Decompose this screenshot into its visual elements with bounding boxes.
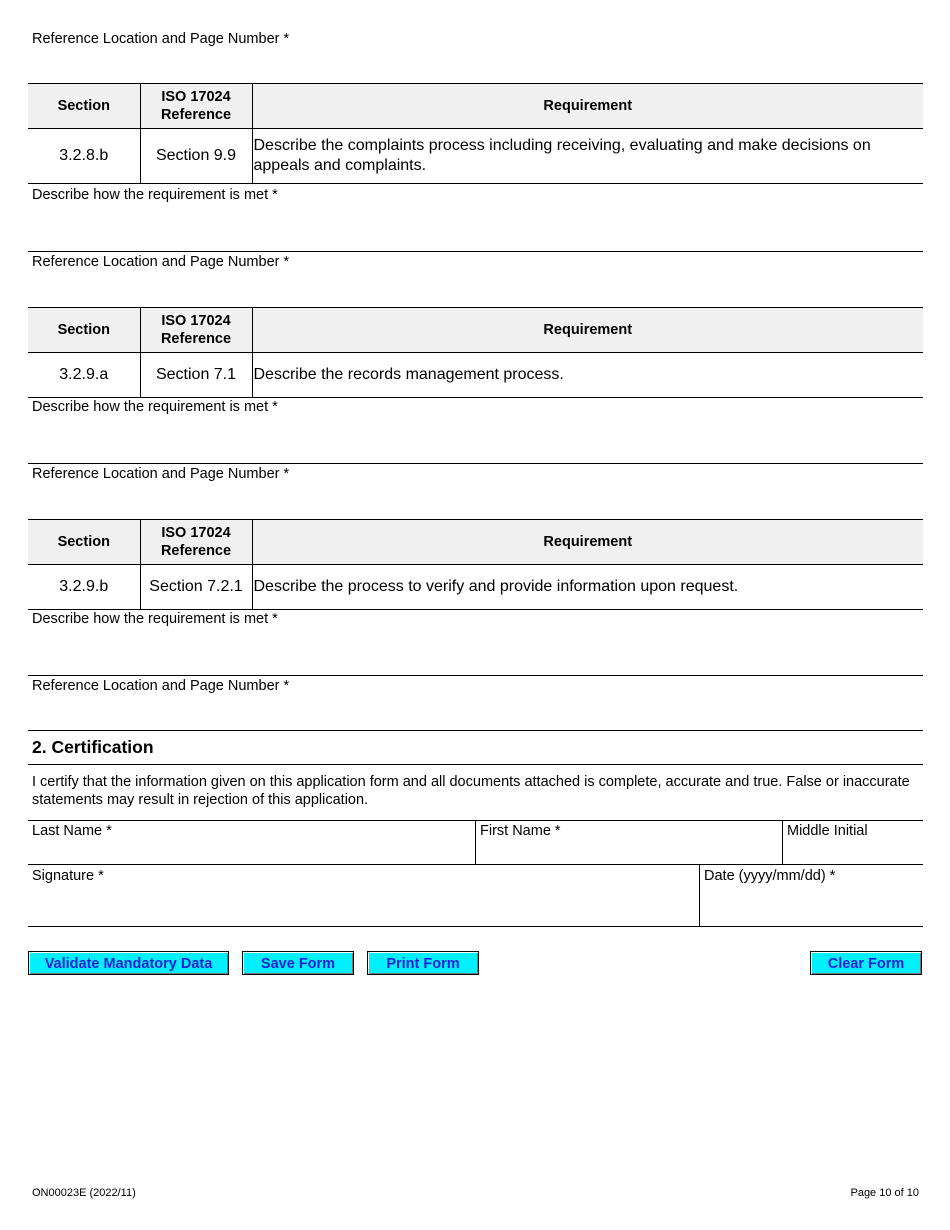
print-form-button[interactable]: Print Form — [367, 951, 479, 975]
form-id: ON00023E (2022/11) — [32, 1187, 136, 1199]
section-value: 3.2.9.b — [28, 565, 140, 610]
divider — [28, 675, 923, 676]
date-input[interactable] — [700, 886, 923, 925]
requirement-met-label: Describe how the requirement is met * — [32, 399, 278, 415]
divider — [28, 463, 923, 464]
signature-field[interactable] — [28, 886, 698, 925]
section-value: 3.2.8.b — [28, 129, 140, 184]
divider — [28, 926, 923, 927]
requirement-met-field[interactable] — [28, 417, 923, 462]
iso-reference-value: Section 7.1 — [140, 353, 252, 398]
iso-reference-value: Section 9.9 — [140, 129, 252, 184]
requirement-text: Describe the process to verify and provide information upon request. — [252, 565, 923, 610]
reference-location-field[interactable] — [28, 50, 923, 82]
iso-reference-header: ISO 17024 Reference — [140, 84, 252, 129]
divider — [28, 251, 923, 252]
section-header: Section — [28, 520, 140, 565]
requirement-table — [28, 307, 923, 398]
section-header: Section — [28, 308, 140, 353]
requirement-header: Requirement — [252, 84, 923, 129]
section-value: 3.2.9.a — [28, 353, 140, 398]
reference-location-label: Reference Location and Page Number * — [32, 678, 290, 694]
iso-reference-value: Section 7.2.1 — [140, 565, 252, 610]
signature-label: Signature * — [32, 868, 104, 884]
requirement-met-label: Describe how the requirement is met * — [32, 611, 278, 627]
middle-initial-input[interactable] — [783, 840, 923, 863]
requirement-met-field[interactable] — [28, 205, 923, 250]
page-number: Page 10 of 10 — [850, 1187, 919, 1199]
requirement-header: Requirement — [252, 520, 923, 565]
clear-form-button[interactable]: Clear Form — [810, 951, 922, 975]
divider — [28, 864, 923, 865]
date-label: Date (yyyy/mm/dd) * — [704, 868, 836, 884]
save-form-button[interactable]: Save Form — [242, 951, 354, 975]
last-name-label: Last Name * — [32, 823, 112, 839]
requirement-header: Requirement — [252, 308, 923, 353]
certification-heading: 2. Certification — [32, 737, 154, 757]
first-name-label: First Name * — [480, 823, 561, 839]
requirement-text: Describe the complaints process including receiving, evaluating and make decisions on appeals and complaints. — [252, 129, 923, 184]
requirement-table — [28, 519, 923, 610]
certification-statement: I certify that the information given on this application form and all documents attached is complete, accurate and true. False or inaccurate statements may result in rejection of this application. — [32, 774, 910, 808]
section-header: Section — [28, 84, 140, 129]
reference-location-label: Reference Location and Page Number * — [32, 254, 290, 270]
reference-location-field[interactable] — [28, 485, 923, 518]
section-divider — [28, 730, 923, 731]
reference-location-label: Reference Location and Page Number * — [32, 31, 290, 47]
requirement-met-field[interactable] — [28, 629, 923, 674]
iso-reference-header: ISO 17024 Reference — [140, 308, 252, 353]
reference-location-field[interactable] — [28, 697, 923, 729]
requirement-text: Describe the records management process. — [252, 353, 923, 398]
requirement-met-label: Describe how the requirement is met * — [32, 187, 278, 203]
reference-location-field[interactable] — [28, 273, 923, 306]
first-name-input[interactable] — [476, 840, 781, 863]
middle-initial-label: Middle Initial — [787, 823, 868, 839]
reference-location-label: Reference Location and Page Number * — [32, 466, 290, 482]
last-name-input[interactable] — [28, 840, 474, 863]
validate-mandatory-data-button[interactable]: Validate Mandatory Data — [28, 951, 229, 975]
requirement-table — [28, 83, 923, 184]
iso-reference-header: ISO 17024 Reference — [140, 520, 252, 565]
divider — [28, 764, 923, 765]
